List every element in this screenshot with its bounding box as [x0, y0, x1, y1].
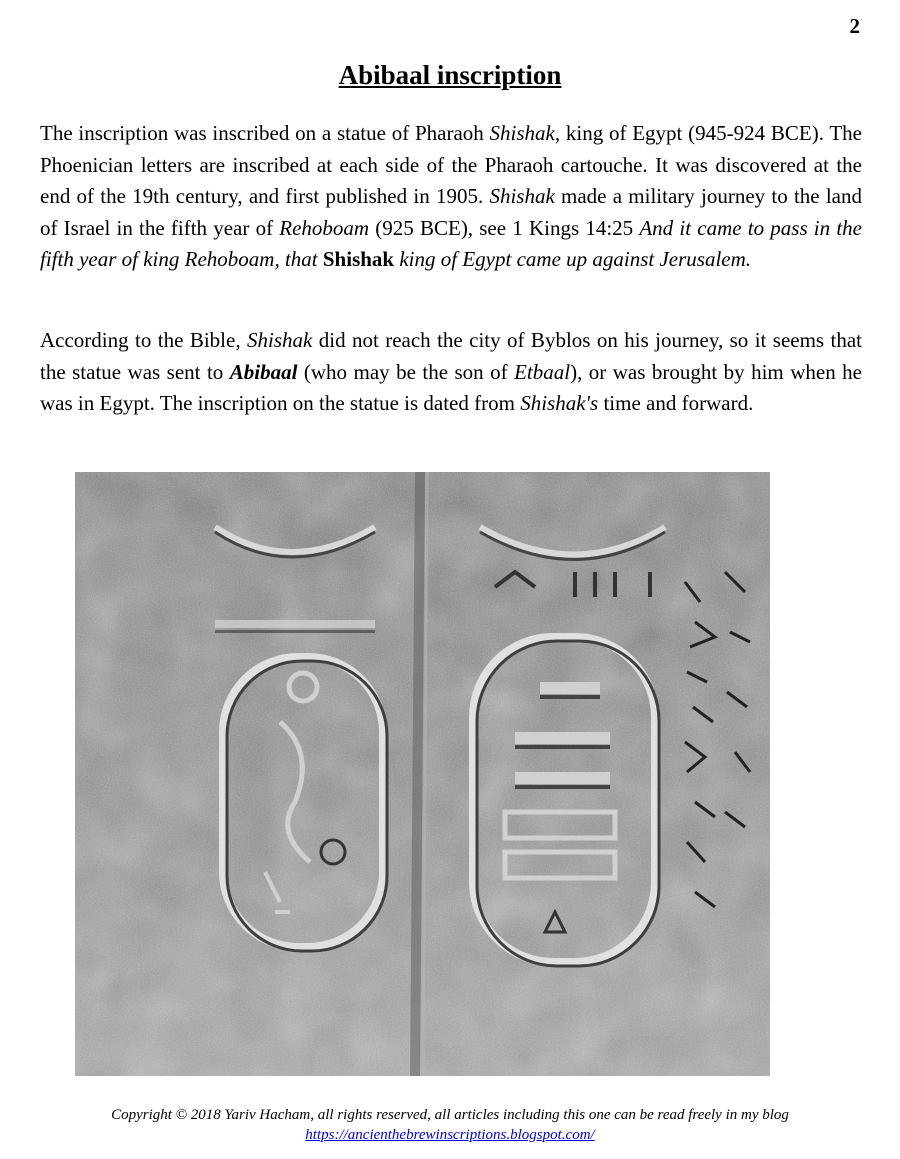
- text-run: ), or was brought by him when he was in Egypt. The inscription on the statue is dated from: [40, 359, 862, 415]
- inscription-photo: [75, 472, 770, 1076]
- footer: [0, 1105, 900, 1145]
- text-run: , king of Egypt (945-924 BCE). The Phoenician letters are inscribed at each side of the Pharaoh cartouche. It was discovered at the end of the 19th century, and first published in 1905.: [40, 121, 862, 208]
- text-run: According to the Bible,: [40, 328, 247, 352]
- text-run: Etbaal: [514, 359, 571, 384]
- text-run: Shishak: [489, 121, 555, 145]
- inscription-relief-image: [75, 472, 770, 1076]
- page-title: Abibaal inscription: [338, 60, 562, 90]
- text-run: Shishak: [322, 247, 395, 271]
- text-run: And it came to pass in the fifth year of king Rehoboam, that: [40, 215, 862, 271]
- page-number: 2: [849, 14, 860, 38]
- text-run: Abibaal: [229, 359, 298, 384]
- text-run: Rehoboam: [279, 215, 370, 240]
- paragraph-bible: [40, 325, 862, 420]
- text-run: (who may be the son of: [297, 359, 515, 384]
- text-run: king of Egypt came up against Jerusalem.: [394, 247, 752, 271]
- text-run: Shishak: [247, 328, 313, 352]
- blog-link[interactable]: https://ancienthebrewinscriptions.blogspot.com/: [305, 1127, 595, 1143]
- text-run: Shishak: [489, 184, 555, 208]
- copyright-text: Copyright © 2018 Yariv Hacham, all rights reserved, all articles including this one can be read freely in my blog: [111, 1107, 789, 1123]
- text-run: Shishak's: [520, 391, 599, 415]
- text-run: (925 BCE), see 1 Kings 14:25: [369, 215, 640, 240]
- text-run: time and forward.: [598, 391, 754, 415]
- text-run: did not reach the city of Byblos on his journey, so it seems that the statue was sent to: [40, 328, 862, 384]
- text-run: made a military journey to the land of Israel in the fifth year of: [40, 184, 863, 240]
- text-run: The inscription was inscribed on a statue of Pharaoh: [40, 121, 490, 145]
- paragraph-intro: [40, 118, 862, 276]
